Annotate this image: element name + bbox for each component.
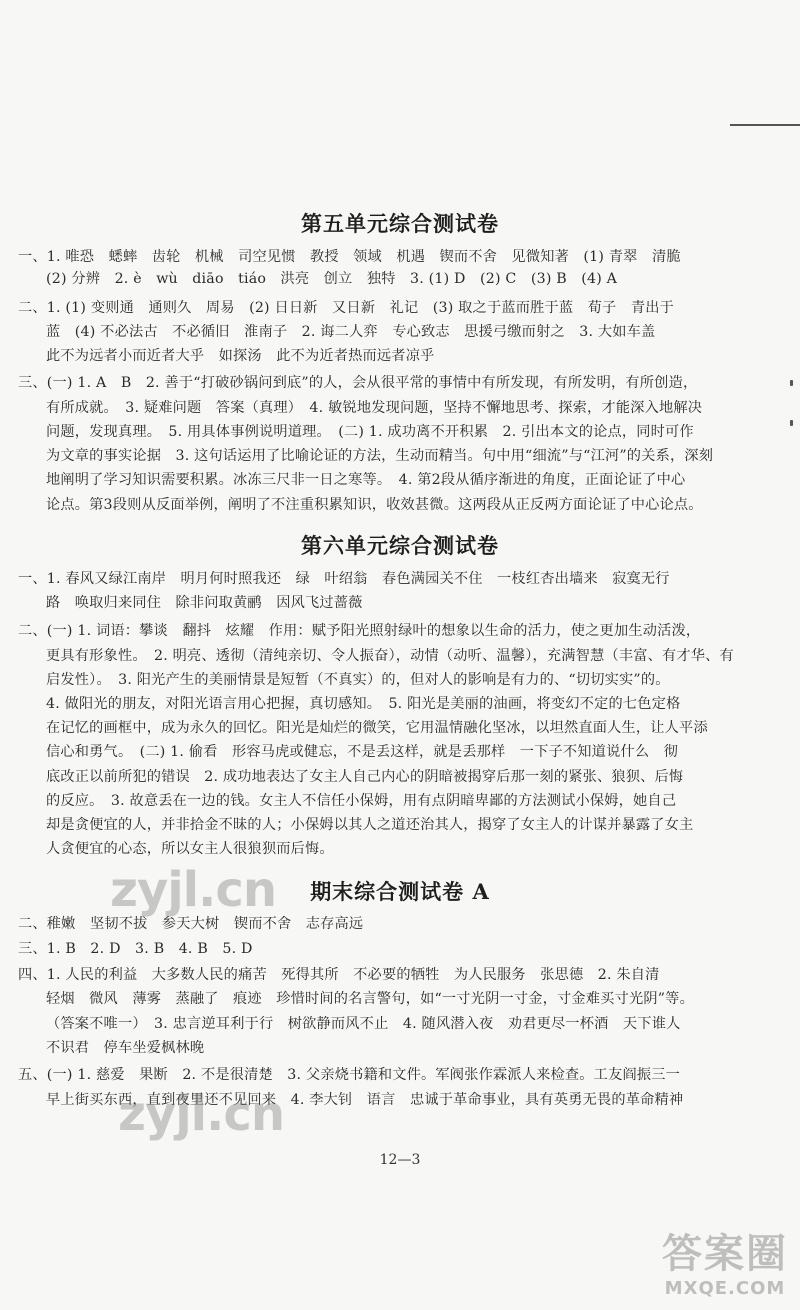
answer-line: 此不为远者小而近者大乎 如探汤 此不为近者热而远者凉乎 <box>46 348 435 364</box>
answer-line: 有所成就。 3. 疑难问题 答案（真理） 4. 敏锐地发现问题，坚持不懈地思考、探索，才能深入地解决 <box>46 400 703 416</box>
watermark-logo-text: 答案圈 <box>662 1231 788 1277</box>
section-title-final-a: 期末综合测试卷 A <box>310 879 490 904</box>
answer-line: 一、1. 春风又绿江南岸 明月何时照我还 绿 叶绍翁 春色满园关不住 一枝红杏出墙来 寂寞无行 <box>18 571 670 587</box>
answer-line: 的反应。 3. 故意丢在一边的钱。女主人不信任小保姆，用有点阴暗卑鄙的方法测试小保姆，她自己 <box>46 793 677 809</box>
answer-line: 五、(一) 1. 慈爱 果断 2. 不是很清楚 3. 父亲烧书籍和文件。军阀张作霖派人来检查。工友阎振三一 <box>18 1067 681 1083</box>
answer-line: 轻烟 微风 薄雾 蒸融了 痕迹 珍惜时间的名言警句，如“一寸光阴一寸金，寸金难买寸光阴”等。 <box>46 991 694 1007</box>
answer-line: 三、1. B 2. D 3. B 4. B 5. D <box>18 941 253 957</box>
answer-line: 一、1. 唯恐 蟋蟀 齿轮 机械 司空见惯 教授 领域 机遇 锲而不舍 见微知著 (1) 青翠 清脆 <box>18 249 681 265</box>
answer-line: (2) 分辨 2. è wù diāo tiáo 洪亮 创立 独特 3. (1) D (2) C (3) B (4) A <box>46 271 618 287</box>
watermark-logo-url: MXQE.COM <box>664 1278 786 1299</box>
answer-line: 在记忆的画框中，成为永久的回忆。阳光是灿烂的微笑，它用温情融化坚冰，以坦然直面人生，让人平添 <box>46 720 708 736</box>
scan-edge-mark <box>790 380 793 386</box>
answer-line: 不识君 停车坐爱枫林晚 <box>46 1040 205 1056</box>
answer-line: 人贪便宜的心态，所以女主人很狼狈而后悔。 <box>46 841 334 857</box>
answer-line: 问题，发现真理。 5. 用具体事例说明道理。 (二) 1. 成功离不开积累 2. 引出本文的论点，同时可作 <box>46 424 694 440</box>
answer-line: 却是贪便宜的人，并非拾金不昧的人；小保姆以其人之道还治其人，揭穿了女主人的计谋并暴露了女主 <box>46 817 694 833</box>
answer-line: 地阐明了学习知识需要积累。冰冻三尺非一日之寒等。 4. 第2段从循序渐进的角度，正面论证了中心 <box>46 472 686 488</box>
answer-line: 为文章的事实论据 3. 这句话运用了比喻论证的方法，生动而精当。句中用“细流”与“江河”的关系，深刻 <box>46 448 714 464</box>
watermark-logo <box>655 1222 795 1302</box>
answer-line: 二、1. (1) 变则通 通则久 周易 (2) 日日新 又日新 礼记 (3) 取之于蓝而胜于蓝 荀子 青出于 <box>18 300 674 316</box>
watermark-site: zyjl.cn <box>118 1086 284 1142</box>
answer-line: 蓝 (4) 不必法古 不必循旧 淮南子 2. 诲二人弈 专心致志 思援弓缴而射之 3. 大如车盖 <box>46 324 656 340</box>
page-number: 12—3 <box>379 1152 421 1168</box>
answer-line: 二、稚嫩 坚韧不拔 参天大树 锲而不舍 志存高远 <box>18 916 364 932</box>
answer-line: 启发性）。 3. 阳光产生的美丽情景是短暂（不真实）的，但对人的影响是有力的、“切切实实”的。 <box>46 672 670 688</box>
answer-line: 4. 做阳光的朋友，对阳光语言用心把握，真切感知。 5. 阳光是美丽的油画，将变幻不定的七色定格 <box>46 696 681 712</box>
answer-line: 更具有形象性。 2. 明亮、透彻（清纯亲切、令人振奋），动情（动听、温馨），充满智慧（丰富、有才华、有 <box>46 648 734 664</box>
answer-line: 早上街买东西，直到夜里还不见回来 4. 李大钊 语言 忠诚于革命事业，具有英勇无畏的革命精神 <box>46 1092 684 1108</box>
answer-line: 四、1. 人民的利益 大多数人民的痛苦 死得其所 不必要的牺牲 为人民服务 张思德 2. 朱自清 <box>18 967 660 983</box>
answer-line: 二、(一) 1. 词语：攀谈 翻抖 炫耀 作用：赋予阳光照射绿叶的想象以生命的活力，使之更加生动活泼， <box>18 623 701 639</box>
scan-edge-line <box>730 124 800 126</box>
answer-line: 论点。第3段则从反面举例，阐明了不注重积累知识，收效甚微。这两段从正反两方面论证了中心论点。 <box>46 497 703 513</box>
answer-line: 底改正以前所犯的错误 2. 成功地表达了女主人自己内心的阴暗被揭穿后那一刻的紧张、狼狈、后悔 <box>46 769 684 785</box>
section-title-unit5: 第五单元综合测试卷 <box>301 211 499 236</box>
answer-line: （答案不唯一） 3. 忠言逆耳利于行 树欲静而风不止 4. 随风潜入夜 劝君更尽一杯酒 天下谁人 <box>46 1016 681 1032</box>
answer-line: 三、(一) 1. A B 2. 善于“打破砂锅问到底”的人，会从很平常的事情中有所发现，有所发明，有所创造， <box>18 375 698 391</box>
watermark-site: zyjl.cn <box>110 862 276 918</box>
scan-edge-mark <box>790 420 793 426</box>
section-title-unit6: 第六单元综合测试卷 <box>301 533 499 558</box>
answer-line: 信心和勇气。 (二) 1. 偷看 形容马虎或健忘，不是丢这样，就是丢那样 一下子不知道说什么 彻 <box>46 744 679 760</box>
answer-line: 路 唤取归来同住 除非问取黄鹂 因风飞过蔷薇 <box>46 595 363 611</box>
